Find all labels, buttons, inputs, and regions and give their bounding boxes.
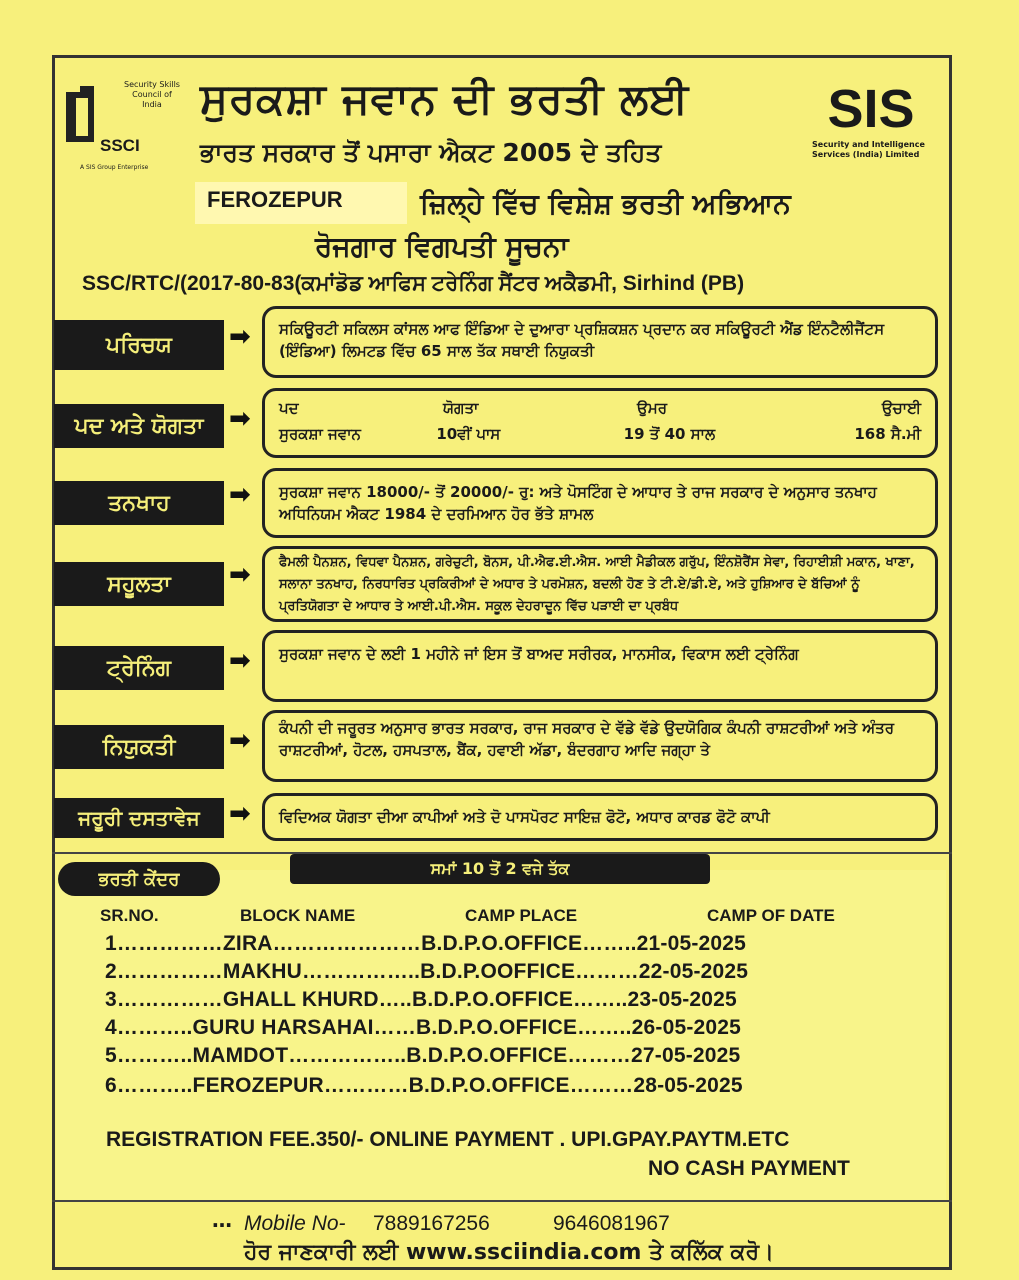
salary-box xyxy=(262,468,938,538)
label-documents: ਜਰੂਰੀ ਦਸਤਾਵੇਜ xyxy=(54,798,224,838)
label-salary: ਤਨਖਾਹ xyxy=(54,481,224,525)
header-age: ਉਮਰ xyxy=(637,399,668,417)
header-qualification: ਯੋਗਤਾ xyxy=(443,399,479,417)
camp-row: 6………..FEROZEPUR…………B.D.P.O.OFFICE………28-05-2025 xyxy=(105,1074,743,1097)
mobile-number-1: 7889167256 xyxy=(373,1212,490,1235)
notice-title: ਰੋਜਗਾਰ ਵਿਗਪਤੀ ਸੂਚਨਾ xyxy=(315,230,569,263)
value-qualification: 10ਵੀਂ ਪਾਸ xyxy=(436,425,501,443)
salary-text: ਸੁਰਕਸ਼ਾ ਜਵਾਨ 18000/- ਤੋਂ 20000/- ਰੁ: ਅਤੇ ਪੋਸਟਿੰਗ ਦੇ ਆਧਾਰ ਤੇ ਰਾਜ ਸਰਕਾਰ ਦੇ ਅਨੁਸਾਰ ਤਨਖਾਹ ਅਧਿਨਿਯਮ ਐਕਟ 1984 ਦੇ ਦਰਮਿਆਨ ਹੋਰ ਭੱਤੇ ਸ਼ਾਮਲ xyxy=(279,483,877,523)
camp-row: 3……………GHALL KHURD…..B.D.P.O.OFFICE……..23-05-2025 xyxy=(105,988,737,1011)
ssci-logo-text: SSCI xyxy=(100,136,140,155)
value-age: 19 ਤੋਂ 40 ਸਾਲ xyxy=(623,425,716,443)
header-post: ਪਦ xyxy=(279,399,299,417)
ssci-tagline: A SIS Group Enterprise xyxy=(80,164,149,171)
label-facility: ਸਹੂਲਤਾ xyxy=(54,562,224,606)
recruitment-center-label: ਭਰਤੀ ਕੇਂਦਰ xyxy=(58,862,220,896)
ellipsis: … xyxy=(212,1208,232,1232)
camp-row: 4………..GURU HARSAHAI……B.D.P.O.OFFICE……..26-05-2025 xyxy=(105,1016,742,1039)
facility-text: ਫੈਮਲੀ ਪੈਨਸ਼ਨ, ਵਿਧਵਾ ਪੈਨਸ਼ਨ, ਗਰੇਚੁਟੀ, ਬੋਨਸ, ਪੀ.ਐਫ.ਈ.ਐਸ. ਆਈ ਮੈਡੀਕਲ ਗਰੁੱਪ, ਇੰਨਸ਼ੋਰੈਂਸ ਸੇਵਾ, ਰਿਹਾਈਸ਼ੀ ਮਕਾਨ, ਖਾਣਾ, ਸਲਾਨਾ ਤਨਖਾਹ, ਨਿਰਧਾਰਿਤ ਪ੍ਰਕਿਰੀਆਂ ਦੇ ਅਧਾਰ ਤੇ ਪਰਮੋਸ਼ਨ, ਬਦਲੀ ਹੋਣ ਤੇ ਟੀ.ਏ/ਡੀ.ਏ, ਅਤੇ ਹੁਸ਼ਿਆਰ ਦੇ ਬੱਚਿਆਂ ਨੂੰ ਪ੍ਰਤਿਯੋਗਤਾ ਦੇ ਆਧਾਰ ਤੇ ਆਈ.ਪੀ.ਐਸ. ਸਕੂਲ ਦੇਹਰਾਦੂਨ ਵਿੱਚ ਪੜਾਈ ਦਾ ਪ੍ਰਬੰਧ xyxy=(279,555,915,614)
camp-row: 5………..MAMDOT……………..B.D.P.O.OFFICE………27-05-2025 xyxy=(105,1044,741,1067)
label-training: ਟ੍ਰੇਨਿੰਗ xyxy=(54,646,224,690)
sis-logo xyxy=(812,80,937,170)
mobile-number-2: 9646081967 xyxy=(553,1212,670,1235)
intro-box xyxy=(262,306,938,378)
divider xyxy=(52,1200,952,1202)
website-footer: ਹੋਰ ਜਾਣਕਾਰੀ ਲਈ www.ssciindia.com ਤੇ ਕਲਿੱਕ ਕਰੋ। xyxy=(244,1240,774,1265)
district-name: FEROZEPUR xyxy=(207,187,343,212)
timing-banner: ਸਮਾਂ 10 ਤੋਂ 2 ਵਜੇ ਤੱਕ xyxy=(290,854,710,884)
registration-fee: REGISTRATION FEE.350/- ONLINE PAYMENT . UPI.GPAY.PAYTM.ETC xyxy=(106,1128,790,1151)
documents-box xyxy=(262,793,938,841)
training-box xyxy=(262,630,938,702)
arrow-icon: ➡ xyxy=(229,480,251,510)
campaign-title: ਜ਼ਿਲ੍ਹੇ ਵਿੱਚ ਵਿਸ਼ੇਸ਼ ਭਰਤੀ ਅਭਿਆਨ xyxy=(420,187,791,220)
appointment-text: ਕੰਪਨੀ ਦੀ ਜਰੂਰਤ ਅਨੁਸਾਰ ਭਾਰਤ ਸਰਕਾਰ, ਰਾਜ ਸਰਕਾਰ ਦੇ ਵੱਡੇ ਵੱਡੇ ਉਦਯੋਗਿਕ ਕੰਪਨੀ ਰਾਸ਼ਟਰੀਆਂ ਅਤੇ ਅੰਤਰ ਰਾਸ਼ਟਰੀਆਂ, ਹੋਟਲ, ਹਸਪਤਾਲ, ਬੈਂਕ, ਹਵਾਈ ਅੱਡਾ, ਬੰਦਰਗਾਹ ਆਦਿ ਜਗ੍ਹਾ ਤੇ xyxy=(279,719,895,759)
appointment-box xyxy=(262,710,938,782)
documents-text: ਵਿਦਿਅਕ ਯੋਗਤਾ ਦੀਆ ਕਾਪੀਆਂ ਅਤੇ ਦੋ ਪਾਸਪੋਰਟ ਸਾਇਜ਼ ਫੋਟੋ, ਅਧਾਰ ਕਾਰਡ ਫੋਟੋ ਕਾਪੀ xyxy=(279,808,770,826)
sis-logo-text: SIS xyxy=(827,79,915,139)
sub-headline: ਭਾਰਤ ਸਰਕਾਰ ਤੋਂ ਪਸਾਰਾ ਐਕਟ 2005 ਦੇ ਤਹਿਤ xyxy=(200,138,662,167)
headline: ਸੁਰਕਸ਼ਾ ਜਵਾਨ ਦੀ ਭਰਤੀ ਲਈ xyxy=(200,74,690,123)
label-appointment: ਨਿਯੁਕਤੀ xyxy=(54,725,224,769)
value-height: 168 ਸੈ.ਮੀ xyxy=(854,425,921,443)
column-sr-no: SR.NO. xyxy=(100,906,159,925)
value-post: ਸੁਰਕਸ਼ਾ ਜਵਾਨ xyxy=(279,425,361,443)
column-camp-date: CAMP OF DATE xyxy=(707,906,835,925)
ssci-logo xyxy=(64,78,189,173)
arrow-icon: ➡ xyxy=(229,322,251,352)
label-post: ਪਦ ਅਤੇ ਯੋਗਤਾ xyxy=(54,404,224,448)
arrow-icon: ➡ xyxy=(229,799,251,829)
header-height: ਉਚਾਈ xyxy=(881,399,921,417)
camp-row: 1……………ZIRA…………………B.D.P.O.OFFICE……..21-05-2025 xyxy=(105,932,747,955)
training-text: ਸੁਰਕਸ਼ਾ ਜਵਾਨ ਦੇ ਲਈ 1 ਮਹੀਨੇ ਜਾਂ ਇਸ ਤੋਂ ਬਾਅਦ ਸਰੀਰਕ, ਮਾਨਸੀਕ, ਵਿਕਾਸ ਲਈ ਟ੍ਰੇਨਿੰਗ xyxy=(279,645,799,663)
arrow-icon: ➡ xyxy=(229,646,251,676)
camp-row: 2……………MAKHU……………..B.D.P.OOFFICE………22-05-2025 xyxy=(105,960,749,983)
ssci-subtitle: Security Skills Council of India xyxy=(124,80,180,109)
facility-box xyxy=(262,546,938,622)
post-value-row xyxy=(279,423,921,445)
no-cash-note: NO CASH PAYMENT xyxy=(648,1157,850,1180)
arrow-icon: ➡ xyxy=(229,560,251,590)
column-camp-place: CAMP PLACE xyxy=(465,906,578,925)
post-box xyxy=(262,388,938,458)
sis-subtitle: Security and Intelligence Services (India) Limited xyxy=(812,140,925,159)
arrow-icon: ➡ xyxy=(229,404,251,434)
column-block-name: BLOCK NAME xyxy=(240,906,356,925)
reference-line: SSC/RTC/(2017-80-83(ਕਮਾਂਡੋਡ ਆਫਿਸ ਟਰੇਨਿੰਗ ਸੈਂਟਰ ਅਕੈਡਮੀ, Sirhind (PB) xyxy=(82,272,745,295)
post-header-row xyxy=(279,397,921,419)
mobile-label: Mobile No- xyxy=(244,1212,346,1235)
label-intro: ਪਰਿਚਯ xyxy=(54,320,224,370)
arrow-icon: ➡ xyxy=(229,726,251,756)
intro-text: ਸਕਿਊਰਟੀ ਸਕਿਲਸ ਕਾਂਸਲ ਆਫ ਇੰਡਿਆ ਦੇ ਦੁਆਰਾ ਪ੍ਰਸ਼ਿਕਸ਼ਨ ਪ੍ਰਦਾਨ ਕਰ ਸਕਿਊਰਟੀ ਐਂਡ ਇੰਨਟੈਲੀਜੈਂਟਸ (ਇੰਡਿਆ) ਲਿਮਟਡ ਵਿੱਚ 65 ਸਾਲ ਤੱਕ ਸਥਾਈ ਨਿਯੁਕਤੀ xyxy=(279,320,885,360)
